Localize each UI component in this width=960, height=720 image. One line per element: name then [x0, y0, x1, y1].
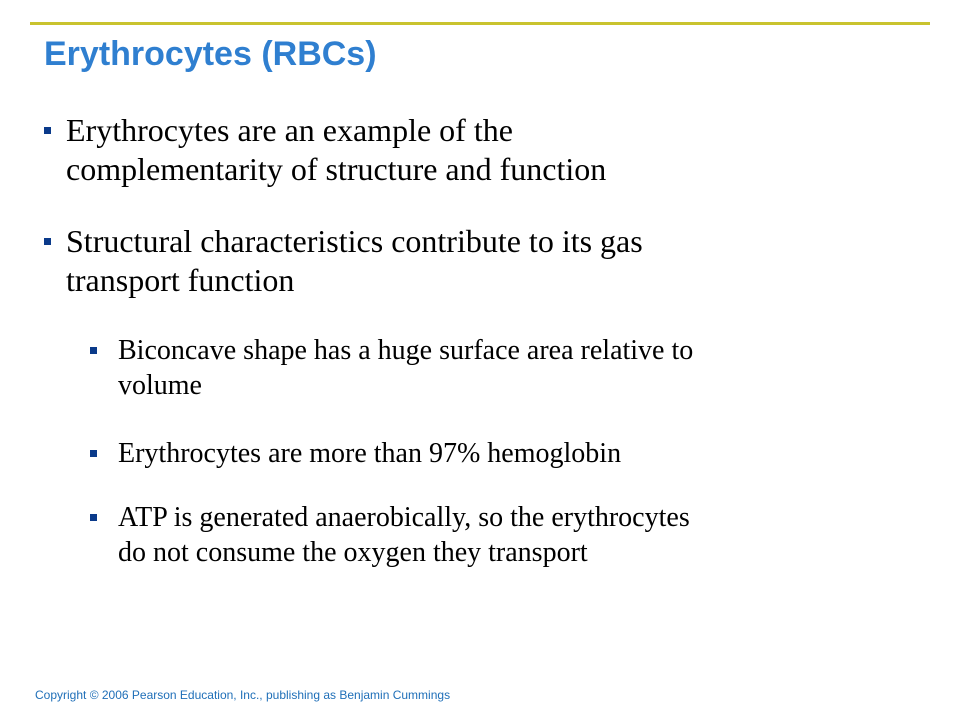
copyright-notice: Copyright © 2006 Pearson Education, Inc., publishing as Benjamin Cummings	[35, 688, 451, 702]
sub-bullet-item	[90, 333, 693, 403]
bullet-text: Erythrocytes are an example of the complementarity of structure and function	[66, 112, 607, 187]
slide-title: Erythrocytes (RBCs)	[44, 35, 377, 73]
bullet-text: ATP is generated anaerobically, so the erythrocytes do not consume the oxygen they transport	[118, 502, 690, 568]
bullet-text: Biconcave shape has a huge surface area relative to volume	[118, 335, 694, 401]
sub-bullet-item	[90, 500, 690, 570]
bullet-text: Structural characteristics contribute to its gas transport function	[66, 223, 643, 298]
square-bullet-icon	[44, 238, 51, 245]
square-bullet-icon	[90, 347, 97, 354]
bullet-item	[44, 222, 643, 300]
bullet-text: Erythrocytes are more than 97% hemoglobin	[118, 438, 622, 469]
square-bullet-icon	[44, 127, 51, 134]
bullet-item	[44, 111, 606, 189]
sub-bullet-item	[90, 436, 621, 471]
square-bullet-icon	[90, 514, 97, 521]
square-bullet-icon	[90, 450, 97, 457]
